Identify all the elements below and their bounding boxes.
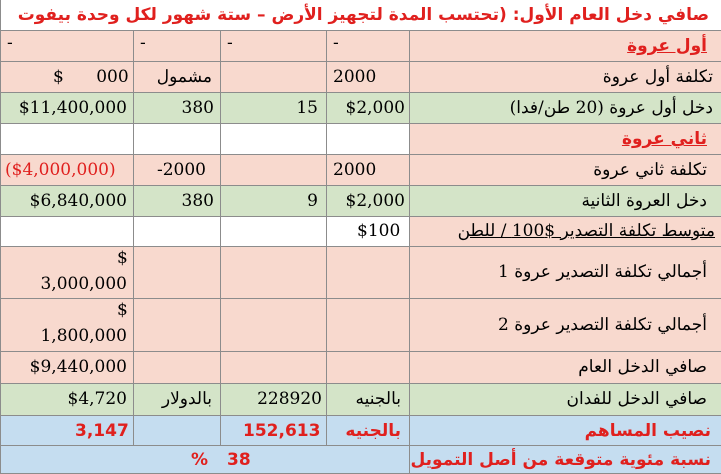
shareholder-row bbox=[0, 416, 721, 446]
cell[interactable] bbox=[326, 299, 409, 352]
cell[interactable] bbox=[326, 384, 409, 416]
cell[interactable] bbox=[220, 186, 326, 217]
cell[interactable] bbox=[326, 62, 409, 93]
export-total-1-label: أجمالي تكلفة التصدير عروة 1 bbox=[498, 262, 707, 282]
cell[interactable] bbox=[220, 247, 326, 299]
export-avg-label: متوسط تكلفة التصدير $100 / للطن bbox=[457, 221, 715, 241]
export-total-2-dollar: $ bbox=[117, 300, 128, 320]
net-income-feddan-egp-value: 228920 bbox=[257, 389, 322, 409]
second-cycle-income-total: $6,840,000 bbox=[29, 191, 127, 211]
export-avg-row bbox=[0, 217, 721, 247]
cell[interactable] bbox=[326, 186, 409, 217]
cell[interactable] bbox=[220, 62, 326, 93]
cell[interactable] bbox=[326, 416, 409, 446]
egp-label: بالجنيه bbox=[355, 389, 401, 409]
shareholder-label: نصيب المساهم bbox=[584, 421, 711, 441]
cell[interactable] bbox=[133, 384, 220, 416]
cell[interactable] bbox=[133, 155, 220, 186]
second-cycle-heading: ثاني عروة bbox=[621, 129, 707, 149]
export-total-1-row bbox=[0, 247, 721, 299]
cell[interactable] bbox=[409, 352, 721, 384]
included-note: مشمول bbox=[156, 67, 212, 87]
second-cycle-unit-price: $2,000 bbox=[345, 191, 405, 211]
cell[interactable] bbox=[0, 155, 133, 186]
cell[interactable] bbox=[409, 93, 721, 124]
header-dash-row bbox=[0, 31, 721, 62]
first-cycle-income-row bbox=[0, 93, 721, 124]
cell[interactable] bbox=[220, 384, 326, 416]
first-cycle-income-label: دخل أول عروة (20 طن/فدا) bbox=[509, 98, 713, 118]
cell[interactable] bbox=[0, 93, 133, 124]
cell[interactable] bbox=[0, 31, 133, 62]
cell[interactable] bbox=[326, 155, 409, 186]
second-cycle-cost-value: 2000 bbox=[333, 160, 377, 180]
export-avg-value: $100 bbox=[357, 221, 401, 241]
cell[interactable] bbox=[0, 299, 133, 352]
cell[interactable] bbox=[220, 124, 326, 155]
cell[interactable] bbox=[409, 186, 721, 217]
cell[interactable] bbox=[409, 155, 721, 186]
second-cycle-cost-label: تكلفة ثاني عروة bbox=[593, 160, 707, 180]
cell[interactable] bbox=[220, 93, 326, 124]
return-rate-label: نسبة مئوية متوقعة من أصل التمويل bbox=[410, 450, 711, 470]
net-income-year-value: $9,440,000 bbox=[29, 357, 127, 377]
cell[interactable] bbox=[326, 124, 409, 155]
return-rate-unit: % bbox=[191, 450, 209, 470]
cell[interactable] bbox=[133, 352, 220, 384]
export-total-2-value: 1,800,000 bbox=[40, 326, 127, 346]
second-cycle-cost-value2: 2000- bbox=[156, 160, 206, 180]
first-cycle-cost-label: تكلفة أول عروة bbox=[602, 67, 713, 87]
second-cycle-income-label: دخل العروة الثانية bbox=[581, 191, 707, 211]
dash-mark: - bbox=[140, 33, 146, 53]
second-cycle-cost-row bbox=[0, 155, 721, 186]
cell[interactable] bbox=[220, 217, 326, 247]
cell[interactable] bbox=[133, 124, 220, 155]
first-cycle-income-total: $11,400,000 bbox=[18, 98, 127, 118]
dash-mark: - bbox=[333, 33, 339, 53]
net-income-year-label: صافي الدخل العام bbox=[578, 357, 707, 377]
first-cycle-cost-value: 2000 bbox=[333, 67, 377, 87]
cell[interactable] bbox=[0, 217, 133, 247]
cell[interactable] bbox=[326, 93, 409, 124]
cell[interactable] bbox=[133, 217, 220, 247]
cell[interactable] bbox=[133, 416, 220, 446]
cell[interactable] bbox=[0, 352, 133, 384]
cell[interactable] bbox=[0, 124, 133, 155]
title-cell[interactable] bbox=[0, 0, 721, 31]
sheet-title: صافي دخل العام الأول: (تحتسب المدة لتجهيز الأرض – ستة شهور لكل وحدة بيفوت bbox=[17, 5, 709, 25]
export-total-1-dollar: $ bbox=[117, 248, 128, 268]
cell[interactable] bbox=[220, 352, 326, 384]
first-cycle-cost-amount: $ 000 bbox=[53, 67, 129, 87]
dash-mark: - bbox=[227, 33, 233, 53]
dash-mark: - bbox=[7, 33, 13, 53]
net-income-feddan-usd-value: $4,720 bbox=[67, 389, 127, 409]
net-income-feddan-label: صافي الدخل للفدان bbox=[566, 389, 707, 409]
cell[interactable] bbox=[220, 416, 326, 446]
export-total-1-value: 3,000,000 bbox=[40, 274, 127, 294]
cell[interactable] bbox=[133, 93, 220, 124]
export-total-2-label: أجمالي تكلفة التصدير عروة 2 bbox=[498, 315, 707, 335]
cell[interactable] bbox=[409, 247, 721, 299]
shareholder-egp-label: بالجنيه bbox=[345, 421, 401, 441]
cell[interactable] bbox=[0, 384, 133, 416]
second-cycle-count: 380 bbox=[181, 191, 214, 211]
usd-label: بالدولار bbox=[161, 389, 212, 409]
cell[interactable] bbox=[326, 352, 409, 384]
second-cycle-income-row bbox=[0, 186, 721, 217]
cell[interactable] bbox=[409, 62, 721, 93]
cell[interactable] bbox=[0, 446, 409, 474]
shareholder-egp-value: 152,613 bbox=[243, 421, 321, 441]
cell[interactable] bbox=[0, 247, 133, 299]
cell[interactable] bbox=[409, 446, 721, 474]
cell[interactable] bbox=[133, 62, 220, 93]
cell[interactable] bbox=[409, 217, 721, 247]
return-rate-row bbox=[0, 446, 721, 474]
cell[interactable] bbox=[133, 31, 220, 62]
cell[interactable] bbox=[133, 247, 220, 299]
cell[interactable] bbox=[409, 416, 721, 446]
cell[interactable] bbox=[409, 384, 721, 416]
cell[interactable] bbox=[220, 299, 326, 352]
cell[interactable] bbox=[0, 416, 133, 446]
cell[interactable] bbox=[220, 31, 326, 62]
cell[interactable] bbox=[409, 124, 721, 155]
first-cycle-tons: 15 bbox=[296, 98, 318, 118]
second-cycle-tons: 9 bbox=[307, 191, 318, 211]
cell[interactable] bbox=[326, 247, 409, 299]
return-rate-value: 38 bbox=[227, 450, 251, 470]
export-total-2-row bbox=[0, 299, 721, 352]
title-row bbox=[0, 0, 721, 31]
first-cycle-heading: أول عروة bbox=[627, 36, 707, 56]
cell[interactable] bbox=[133, 186, 220, 217]
cell[interactable] bbox=[220, 155, 326, 186]
cell[interactable] bbox=[409, 31, 721, 62]
cell[interactable] bbox=[133, 299, 220, 352]
first-cycle-cost-row bbox=[0, 62, 721, 93]
net-income-year-row bbox=[0, 352, 721, 384]
first-cycle-count: 380 bbox=[181, 98, 214, 118]
second-cycle-heading-row bbox=[0, 124, 721, 155]
second-cycle-cost-total: ($4,000,000) bbox=[5, 160, 116, 180]
first-cycle-unit-price: $2,000 bbox=[345, 98, 405, 118]
cell[interactable] bbox=[0, 186, 133, 217]
net-income-feddan-row bbox=[0, 384, 721, 416]
cell[interactable] bbox=[409, 299, 721, 352]
cell[interactable] bbox=[326, 217, 409, 247]
shareholder-usd-value: 3,147 bbox=[75, 421, 129, 441]
cell[interactable] bbox=[0, 62, 133, 93]
cell[interactable] bbox=[326, 31, 409, 62]
